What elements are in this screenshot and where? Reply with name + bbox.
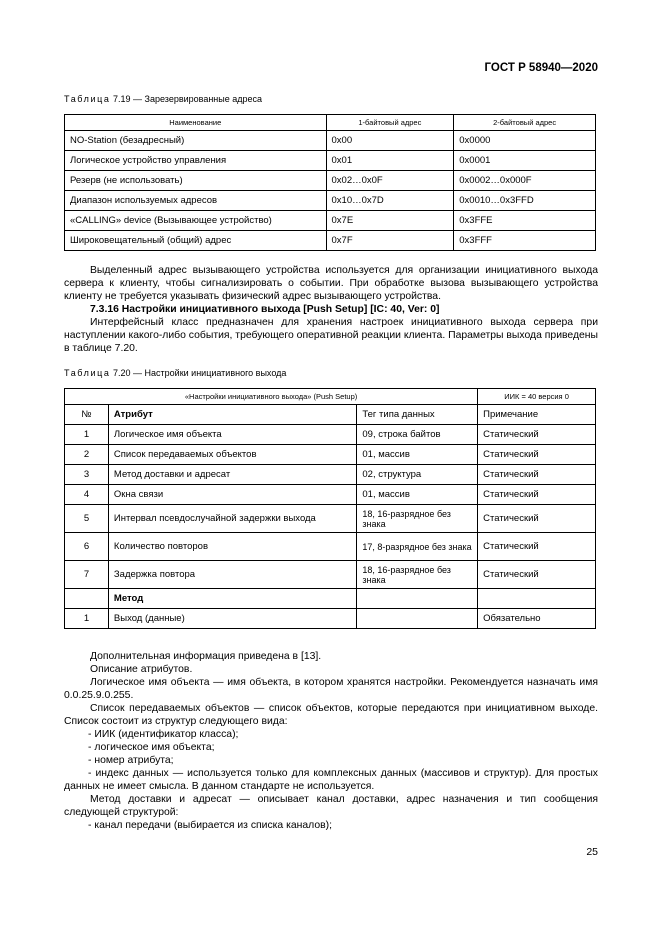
table-cell: 4 (65, 485, 109, 505)
column-header: 1-байтовый адрес (326, 115, 454, 131)
table-19-caption (64, 94, 262, 104)
table-cell: Метод доставки и адресат (108, 465, 356, 485)
table-row (65, 425, 596, 445)
table-cell: 3 (65, 465, 109, 485)
caption-prefix: Таблица (64, 94, 111, 104)
table-cell: 0x01 (326, 151, 454, 171)
table-cell: 0x0001 (454, 151, 596, 171)
page-number: 25 (586, 846, 598, 858)
table-header-row (65, 115, 596, 131)
table-cell (478, 589, 596, 609)
table-cell: 6 (65, 533, 109, 561)
table-cell: 2 (65, 445, 109, 465)
table-cell: Диапазон используемых адресов (65, 191, 327, 211)
table-cell: Задержка повтора (108, 561, 356, 589)
caption-text: 7.20 — Настройки инициативного выхода (113, 368, 287, 378)
table-row (65, 533, 596, 561)
paragraph: Выделенный адрес вызывающего устройства используется для организации инициативного выхода сервера к клиенту, чтобы сигнализировать о событии. При обработке вызова вызывающего устройства клиенту не требуется указывать физический адрес вызывающего устройства. (64, 265, 598, 302)
table-cell: Статический (478, 561, 596, 589)
table-cell: 0x7E (326, 211, 454, 231)
table-row (65, 465, 596, 485)
table-row (65, 485, 596, 505)
table-cell: Резерв (не использовать) (65, 171, 327, 191)
table-cell: 0x00 (326, 131, 454, 151)
table-cell: Обязательно (478, 609, 596, 629)
table-20-caption (64, 368, 286, 378)
table-row (65, 151, 596, 171)
paragraph-block-1 (64, 264, 598, 355)
list-item: - ИИК (идентификатор класса); (88, 729, 239, 740)
table-cell: 0x10…0x7D (326, 191, 454, 211)
table-cell: Статический (478, 465, 596, 485)
section-heading: 7.3.16 Настройки инициативного выхода [Push Setup] [IC: 40, Ver: 0] (90, 304, 440, 315)
table-row (65, 131, 596, 151)
table-cell: 0x0000 (454, 131, 596, 151)
table-header-row (65, 405, 596, 425)
table-cell (357, 589, 478, 609)
table-cell: 09, строка байтов (357, 425, 478, 445)
table-cell: Количество повторов (108, 533, 356, 561)
column-header: Тег типа данных (357, 405, 478, 425)
table-cell: Статический (478, 533, 596, 561)
caption-text: 7.19 — Зарезервированные адреса (113, 94, 263, 104)
table-row (65, 561, 596, 589)
table-row (65, 191, 596, 211)
column-header: 2-байтовый адрес (454, 115, 596, 131)
paragraph: Интерфейсный класс предназначен для хранения настроек инициативного выхода сервера при наступлении какого-либо события, требующего оперативной реакции клиента. Параметры выхода приведены в таблице 7.20. (64, 317, 598, 354)
table-cell: Статический (478, 485, 596, 505)
paragraph: Дополнительная информация приведена в [13]. (90, 651, 322, 662)
table-cell: 7 (65, 561, 109, 589)
table-cell: 02, структура (357, 465, 478, 485)
list-item: - логическое имя объекта; (88, 742, 215, 753)
table-cell: Логическое имя объекта (108, 425, 356, 445)
paragraph: Метод доставки и адресат — описывает канал доставки, адрес назначения и тип сообщения следующей структурой: (64, 794, 598, 818)
table-cell: «CALLING» device (Вызывающее устройство) (65, 211, 327, 231)
column-header: Примечание (478, 405, 596, 425)
table-row (65, 171, 596, 191)
table-cell: 18, 16-разрядное без знака (357, 505, 478, 533)
table-row (65, 609, 596, 629)
list-item: - канал передачи (выбирается из списка каналов); (88, 820, 332, 831)
table-cell: 17, 8-разрядное без знака (357, 533, 478, 561)
table-row (65, 231, 596, 251)
table-row (65, 505, 596, 533)
table-cell: Выход (данные) (108, 609, 356, 629)
table-cell: 0x7F (326, 231, 454, 251)
paragraph: Список передаваемых объектов — список объектов, которые передаются при инициативном выходе. Список состоит из структур следующего вида: (64, 703, 598, 727)
table-cell: 01, массив (357, 445, 478, 465)
table-cell: Список передаваемых объектов (108, 445, 356, 465)
table-cell: 1 (65, 609, 109, 629)
paragraph: Описание атрибутов. (90, 664, 193, 675)
table-cell: Интервал псевдослучайной задержки выхода (108, 505, 356, 533)
table-cell: Статический (478, 445, 596, 465)
table-cell: Статический (478, 425, 596, 445)
table-top-header-row (65, 389, 596, 405)
table-cell: Статический (478, 505, 596, 533)
caption-prefix: Таблица (64, 368, 111, 378)
table-cell: 0x0002…0x000F (454, 171, 596, 191)
table-cell: 0x02…0x0F (326, 171, 454, 191)
table-cell: 0x3FFF (454, 231, 596, 251)
paragraph-block-2 (64, 650, 598, 832)
table-cell: 0x3FFE (454, 211, 596, 231)
paragraph: Логическое имя объекта — имя объекта, в котором хранятся настройки. Рекомендуется назначать имя 0.0.25.9.0.255. (64, 677, 598, 701)
list-item: - номер атрибута; (88, 755, 174, 766)
method-header-row (65, 589, 596, 609)
column-header: Атрибут (108, 405, 356, 425)
table-row (65, 445, 596, 465)
column-header: № (65, 405, 109, 425)
table-cell: 01, массив (357, 485, 478, 505)
table-cell (65, 589, 109, 609)
document-id: ГОСТ Р 58940—2020 (484, 62, 598, 74)
push-setup-table (64, 388, 596, 629)
list-item: - индекс данных — используется только для комплексных данных (массивов и структур). Для простых данных не имеет смысла. В данном стандарте не используется. (64, 768, 598, 792)
class-name-header: «Настройки инициативного выхода» (Push Setup) (65, 389, 478, 405)
table-cell: 5 (65, 505, 109, 533)
table-cell: Широковещательный (общий) адрес (65, 231, 327, 251)
table-cell: Логическое устройство управления (65, 151, 327, 171)
class-id-header: ИИК = 40 версия 0 (478, 389, 596, 405)
table-cell: 0x0010…0x3FFD (454, 191, 596, 211)
table-row (65, 211, 596, 231)
method-header: Метод (108, 589, 356, 609)
table-cell: NO-Station (безадресный) (65, 131, 327, 151)
table-cell: Окна связи (108, 485, 356, 505)
table-cell: 1 (65, 425, 109, 445)
table-cell: 18, 16-разрядное без знака (357, 561, 478, 589)
table-cell (357, 609, 478, 629)
reserved-addresses-table (64, 114, 596, 251)
column-header: Наименование (65, 115, 327, 131)
